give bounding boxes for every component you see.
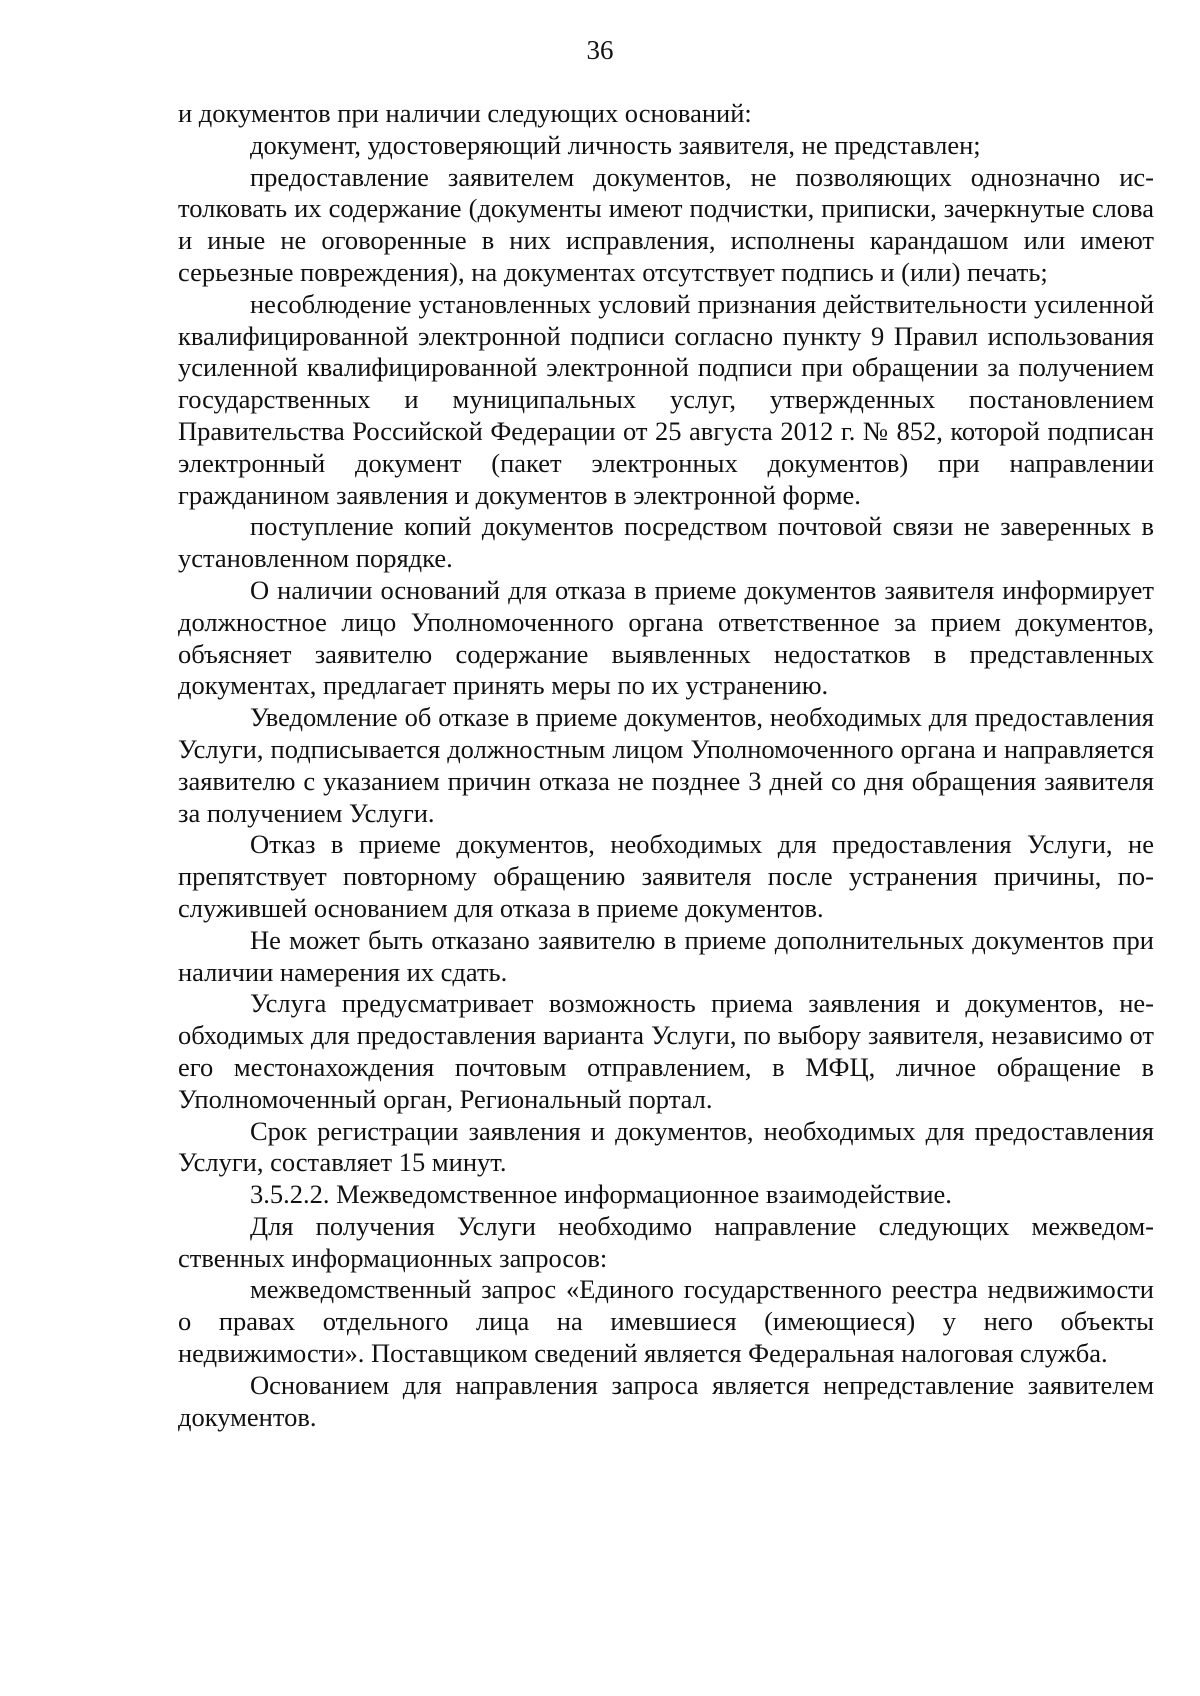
paragraph-request-grounds: Основанием для направления запроса является непредставление заявителем документов. — [178, 1369, 1154, 1432]
paragraph-identity-document: документ, удостоверяющий личность заявителя, не представлен; — [250, 129, 981, 160]
paragraph-refusal-notice: Уведомление об отказе в приеме документов, необходимых для предоставления Услуги, подписывается должностным лицом Уполномоченного органа и направляется заявителю с указанием причин отказа не позднее 3 дней со дня обращения заявителя за получением Услуги. — [178, 702, 1154, 828]
page-number: 36 — [586, 35, 614, 65]
paragraph-submission-methods: Услуга предусматривает возможность приема заявления и документов, необходимых для предоставления варианта Услуги, по выбору заявителя, независимо от его местонахождения почтовым отправлением, в МФЦ, личное обращение в Уполномоченный орган, Региональный портал. — [178, 988, 1154, 1114]
paragraph-additional-documents: Не может быть отказано заявителю в приеме дополнительных документов при наличии намерения их сдать. — [178, 924, 1154, 987]
paragraph-continuation: и документов при наличии следующих оснований: — [178, 98, 752, 128]
paragraph-egrn-request: межведомственный запрос «Единого государственного реестра недвижимости о правах отдельного лица на имевшиеся (имеющиеся) у него объекты недвижимости». Поставщиком сведений является Федеральная налоговая служба. — [178, 1274, 1154, 1369]
paragraph-postal-copies: поступление копий документов посредством почтовой связи не заверенных в установленном порядке. — [178, 511, 1154, 574]
paragraph-repeat-application: Отказ в приеме документов, необходимых для предоставления Услуги, не препятствует повторному обращению заявителя после устранения причины, послужившей основанием для отказа в приеме документов. — [178, 829, 1154, 923]
paragraph-electronic-signature: несоблюдение установленных условий признания действительности усиленной квалифицированной электронной подписи согласно пункту 9 Правил использования усиленной квалифицированной электронной подписи при обращении за получением государственных и муниципальных услуг, утвержденных постановлением Правительства Российской Федерации от 25 августа 2012 г. № 852, которой подписан электронный документ (пакет электронных документов) при направлении гражданином заявления и документов в электронной форме. — [178, 288, 1154, 510]
paragraph-ambiguous-documents: предоставление заявителем документов, не позволяющих однозначно истолковать их содержание (документы имеют подчистки, приписки, зачеркнутые слова и иные не оговоренные в них исправления, исполнены карандашом или имеют серьезные повреждения), на документах отсутствует подпись и (или) печать; — [178, 161, 1154, 287]
paragraph-refusal-grounds-info: О наличии оснований для отказа в приеме документов заявителя информирует должностное лицо Уполномоченного органа ответственное за прием документов, объясняет заявителю содержание выявленных недостатков в представленных документах, предлагает принять меры по их устранению. — [178, 574, 1154, 701]
document-body — [178, 98, 1154, 1433]
section-heading-interagency: 3.5.2.2. Межведомственное информационное взаимодействие. — [250, 1179, 952, 1210]
paragraph-interagency-requests: Для получения Услуги необходимо направление следующих межведомственных информационных запросов: — [178, 1210, 1154, 1273]
paragraph-registration-term: Срок регистрации заявления и документов, необходимых для предоставления Услуги, составляет 15 минут. — [178, 1115, 1154, 1178]
